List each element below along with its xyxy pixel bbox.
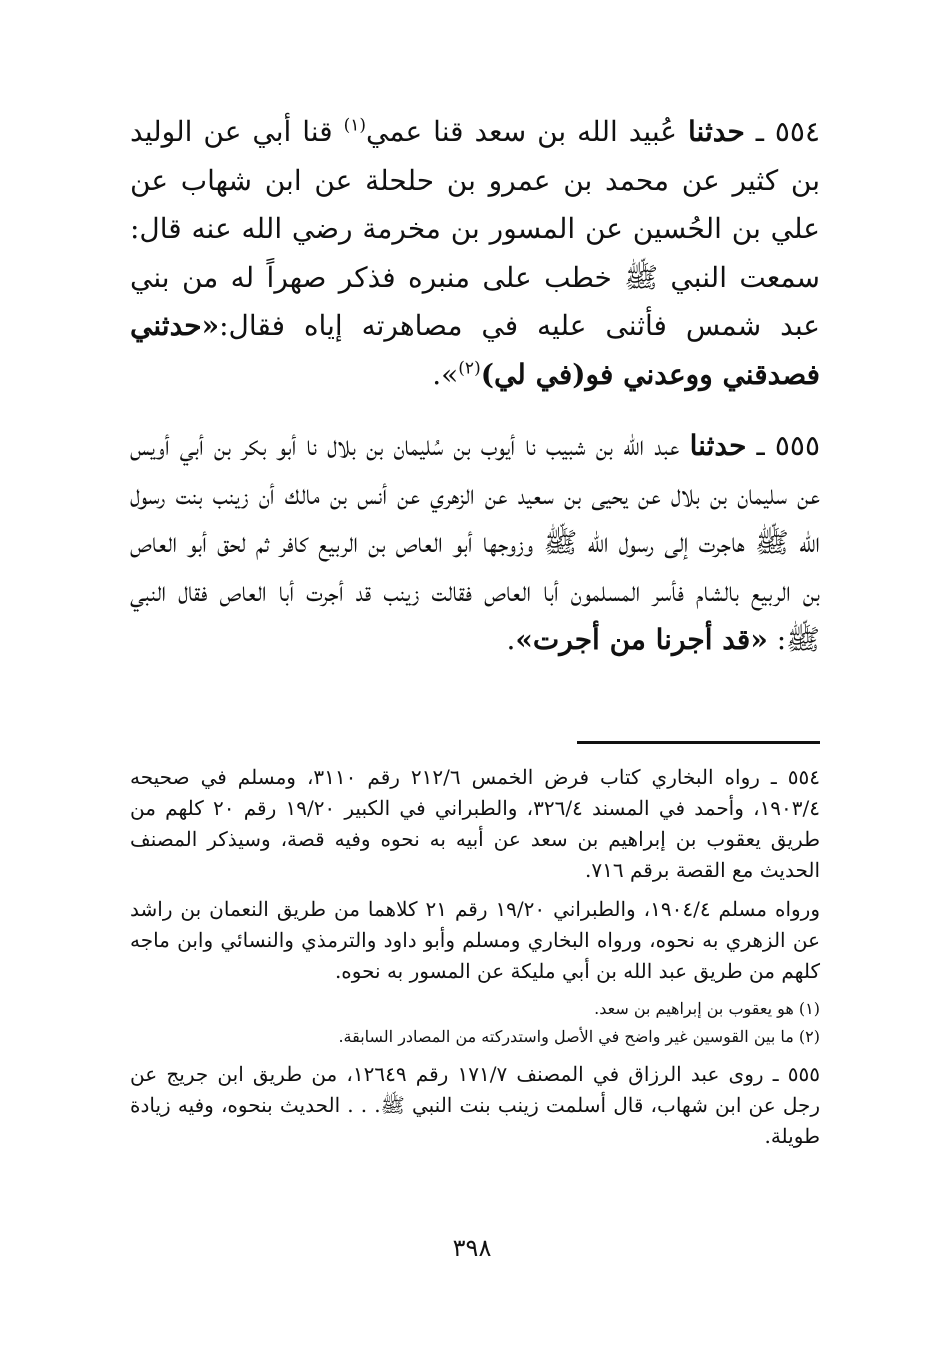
hadith-quote: «حدثني فصدقني ووعدني فو(في لي): [130, 309, 820, 391]
footnotes: [130, 762, 820, 1160]
page-number: ٣٩٨: [452, 1234, 492, 1262]
main-text: [130, 108, 820, 688]
hadith-555: [130, 422, 820, 665]
hadith-number: ٥٥٤ ـ: [755, 115, 820, 148]
hadith-554: [130, 108, 820, 399]
footnote-ref: (١): [343, 115, 366, 136]
footnote-ref: (٢): [458, 358, 481, 379]
hadith-text: عُبيد الله بن سعد قنا عمي: [365, 115, 678, 148]
hadith-text: قنا أبي عن الوليد بن كثير عن محمد بن عمرو بن حلحلة عن ابن شهاب عن علي بن الحُسين عن المسور بن مخرمة رضي الله عنه قال: سمعت النبي ﷺ خطب على منبره فذكر صهراً له من بني عبد شمس فأثنى عليه في مصاهرته إياه فقال:: [130, 115, 820, 342]
hadith-quote: «قد أجرنا من أجرت»: [515, 623, 768, 656]
footnote-2: (٢) ما بين القوسين غير واضح في الأصل واستدركته من المصادر السابقة.: [338, 1027, 820, 1046]
hadith-lead: حدثنا: [687, 115, 745, 148]
hadith-text: عبد الله بن شبيب نا أيوب بن سُليمان بن بلال نا أبو بكر بن أبي أويس عن سليمان بن بلال عن يحيى بن سعيد عن الزهري عن أنس بن مالك أن زينب بنت رسول الله ﷺ هاجرت إلى رسول الله ﷺ وزوجها أبو العاص بن الربيع كافر ثم لحق أبو العاص بن الربيع بالشام فأسر المسلمون أبا العاص فقالت زينب قد أجرت أبا العاص فقال النبي ﷺ:: [130, 429, 820, 656]
note-554-more-sources: ورواه مسلم ١٩٠٤/٤، والطبراني ١٩/٢٠ رقم ٢١ كلاهما من طريق النعمان بن راشد عن الزهري به نحوه، ورواه البخاري ومسلم وأبو داود والترمذي والنسائي وابن ماجه كلهم من طريق عبد الله بن أبي مليكة عن المسور به نحوه.: [130, 897, 820, 983]
note-555-sources: ٥٥٥ ـ روى عبد الرزاق في المصنف ١٧١/٧ رقم ١٢٦٤٩، من طريق ابن جريج عن رجل عن ابن شهاب، قال أسلمت زينب بنت النبي ﷺ. . . الحديث بنحوه، وفيه زيادة طويلة.: [130, 1062, 820, 1148]
footnote-divider: [577, 741, 820, 744]
note-554-sources: ٥٥٤ ـ رواه البخاري كتاب فرض الخمس ٢١٢/٦ رقم ٣١١٠، ومسلم في صحيحه ١٩٠٣/٤، وأحمد في المسند ٣٢٦/٤، والطبراني في الكبير ١٩/٢٠ رقم ٢٠ كلهم من طريق يعقوب بن إبراهيم بن سعد عن أبيه به نحوه وفيه قصة، وسيذكر المصنف الحديث مع القصة برقم ٧١٦.: [130, 765, 821, 882]
footnote-1: (١) هو يعقوب بن إبراهيم بن سعد.: [594, 999, 820, 1018]
hadith-number: ٥٥٥ ـ: [756, 429, 820, 462]
hadith-end: .: [506, 623, 516, 656]
hadith-end: ».: [432, 357, 459, 391]
hadith-lead: حدثنا: [689, 429, 747, 462]
